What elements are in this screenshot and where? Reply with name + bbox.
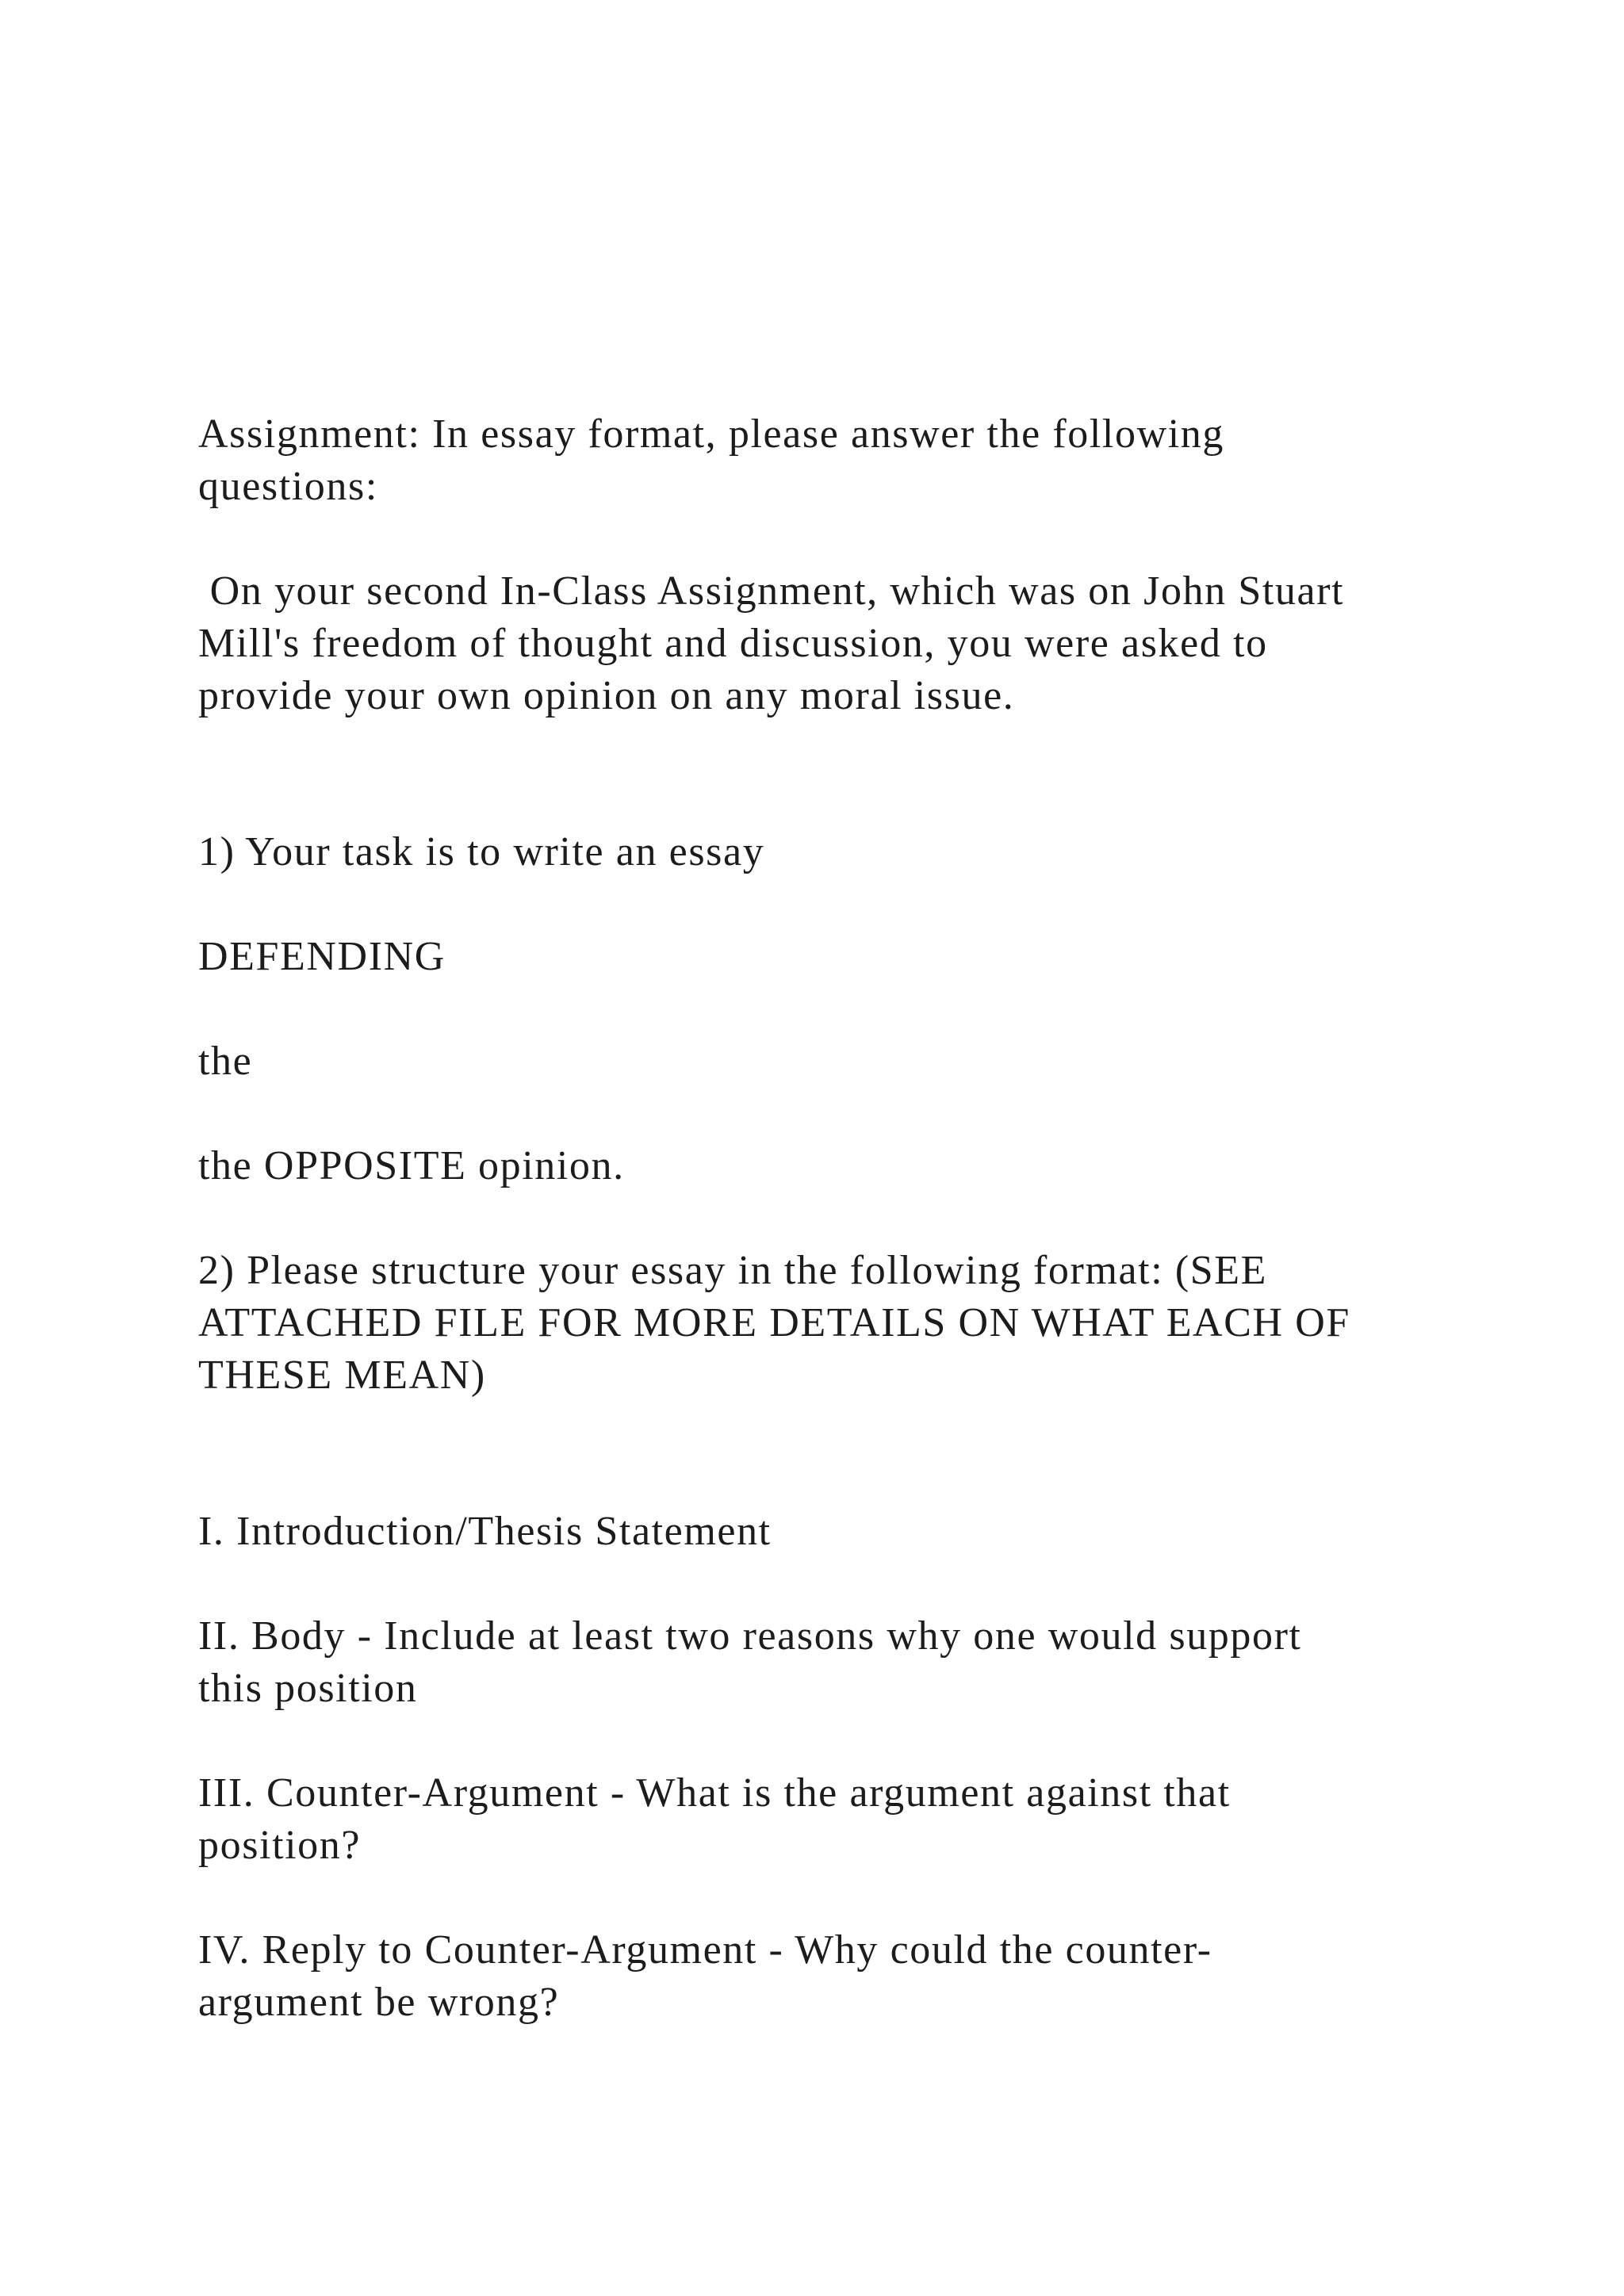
text-line: 2) Please structure your essay in the following format: (SEE	[198, 1248, 1268, 1293]
text-line: questions:	[198, 464, 378, 509]
text-line: provide your own opinion on any moral issue.	[198, 673, 1015, 718]
text-line: this position	[198, 1666, 418, 1711]
text-line: position?	[198, 1823, 362, 1868]
defending-line: DEFENDING	[198, 934, 446, 979]
text-line: IV. Reply to Counter-Argument - Why could the counter-	[198, 1927, 1212, 1973]
text-line: Mill's freedom of thought and discussion, you were asked to	[198, 621, 1268, 666]
task-line: 1) Your task is to write an essay	[198, 829, 765, 874]
text-line: II. Body - Include at least two reasons why one would support	[198, 1613, 1302, 1659]
the-line: the	[198, 1039, 253, 1084]
text-line: argument be wrong?	[198, 1980, 560, 2025]
text-line: THESE MEAN)	[198, 1353, 486, 1398]
text-line: Assignment: In essay format, please answer the following	[198, 411, 1224, 457]
text-line: III. Counter-Argument - What is the argument against that	[198, 1770, 1231, 1816]
opposite-opinion-line: the OPPOSITE opinion.	[198, 1143, 625, 1188]
text-line: ATTACHED FILE FOR MORE DETAILS ON WHAT EACH OF	[198, 1300, 1350, 1345]
text-line: On your second In-Class Assignment, which was on John Stuart	[198, 568, 1345, 614]
outline-item-introduction: I. Introduction/Thesis Statement	[198, 1509, 772, 1554]
